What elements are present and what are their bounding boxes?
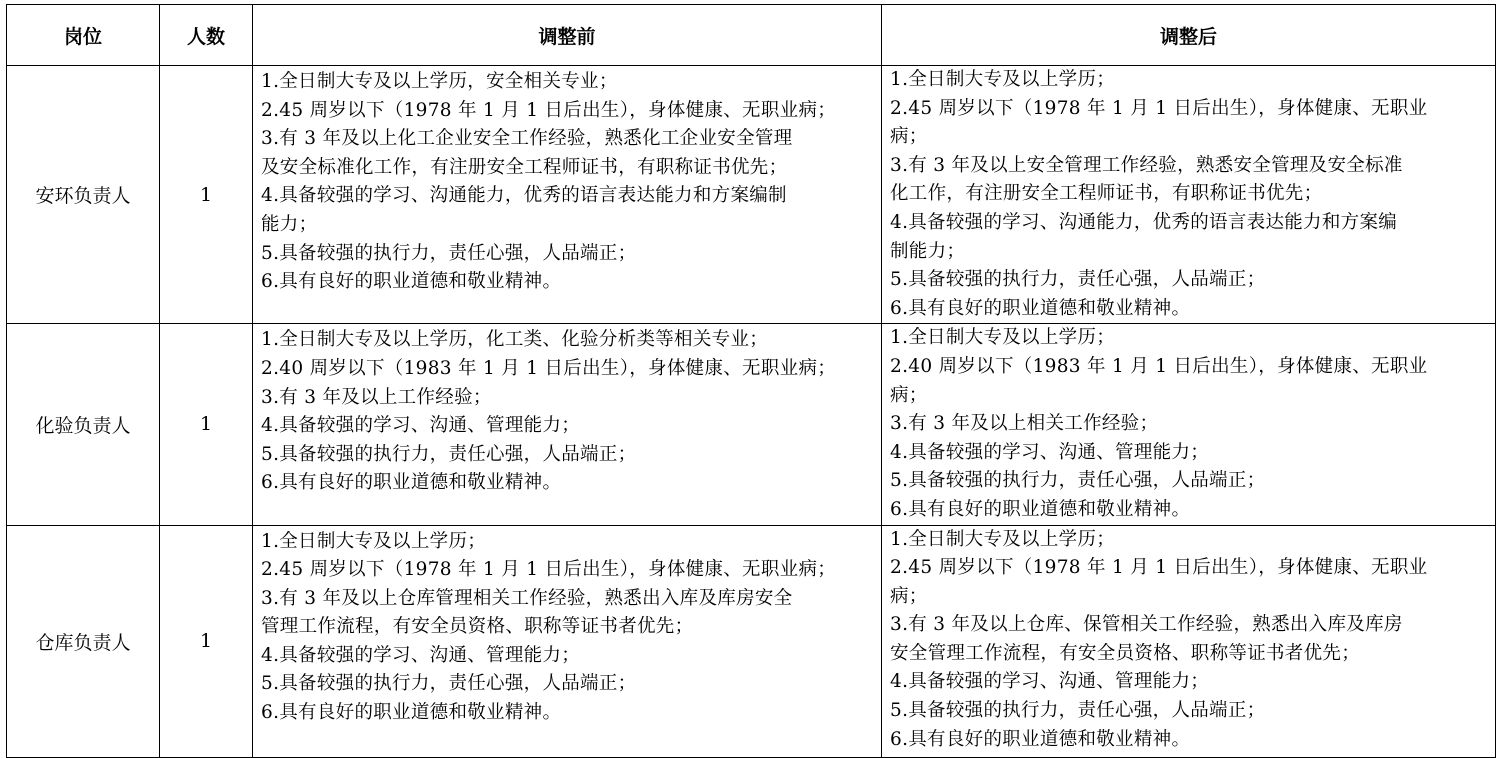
requirement-line: 3.有 3 年及以上化工企业安全工作经验，熟悉化工企业安全管理 <box>261 128 793 150</box>
count-cell: 1 <box>160 525 253 757</box>
requirement-line: 3.有 3 年及以上仓库、保管相关工作经验，熟悉出入库及库房 <box>890 614 1403 636</box>
requirement-line: 3.有 3 年及以上仓库管理相关工作经验，熟悉出入库及库房安全 <box>261 587 793 609</box>
position-cell: 安环负责人 <box>7 66 160 324</box>
requirement-line: 4.具备较强的学习、沟通能力，优秀的语言表达能力和方案编制 <box>261 185 787 207</box>
requirement-line: 1.全日制大专及以上学历； <box>890 528 1116 550</box>
requirement-line: 5.具备较强的执行力，责任心强，人品端正； <box>890 700 1266 722</box>
requirement-line: 1.全日制大专及以上学历； <box>890 327 1116 349</box>
requirement-line: 4.具备较强的学习、沟通、管理能力； <box>261 644 581 666</box>
requirement-line: 管理工作流程，有安全员资格、职称等证书者优先； <box>261 616 694 638</box>
requirement-line: 病； <box>890 126 928 148</box>
requirement-line: 2.40 周岁以下（1983 年 1 月 1 日后出生），身体健康、无职业 <box>890 355 1428 377</box>
header-position: 岗位 <box>7 5 160 66</box>
requirement-line: 1.全日制大专及以上学历，安全相关专业； <box>261 71 618 92</box>
requirement-line: 6.具有良好的职业道德和敬业精神。 <box>890 297 1191 319</box>
requirement-line: 4.具备较强的学习、沟通、管理能力； <box>890 441 1210 463</box>
requirement-line: 病； <box>890 585 928 607</box>
header-before: 调整前 <box>253 5 882 66</box>
requirement-line: 2.45 周岁以下（1978 年 1 月 1 日后出生），身体健康、无职业病； <box>261 99 837 121</box>
requirement-line: 3.有 3 年及以上安全管理工作经验，熟悉安全管理及安全标准 <box>890 154 1403 176</box>
requirement-line: 4.具备较强的学习、沟通、管理能力； <box>261 415 581 437</box>
requirement-line: 6.具有良好的职业道德和敬业精神。 <box>261 702 562 724</box>
requirement-line: 6.具有良好的职业道德和敬业精神。 <box>890 498 1191 520</box>
requirement-line: 6.具有良好的职业道德和敬业精神。 <box>890 728 1191 750</box>
before-requirements-cell <box>253 525 882 757</box>
requirement-line: 5.具备较强的执行力，责任心强，人品端正； <box>890 470 1266 492</box>
requirement-line: 5.具备较强的执行力，责任心强，人品端正； <box>261 673 637 695</box>
requirement-line: 能力； <box>261 213 318 235</box>
table-row <box>7 66 1496 324</box>
requirement-line: 6.具有良好的职业道德和敬业精神。 <box>261 472 562 494</box>
header-row <box>7 5 1496 66</box>
after-requirements-cell <box>882 525 1496 757</box>
requirement-line: 安全管理工作流程，有安全员资格、职称等证书者优先； <box>890 642 1361 664</box>
requirement-line: 3.有 3 年及以上相关工作经验； <box>890 413 1159 435</box>
requirement-line: 4.具备较强的学习、沟通、管理能力； <box>890 671 1210 693</box>
requirement-line: 制能力； <box>890 240 966 262</box>
requirement-line: 6.具有良好的职业道德和敬业精神。 <box>261 271 562 293</box>
requirement-line: 2.45 周岁以下（1978 年 1 月 1 日后出生），身体健康、无职业 <box>890 557 1428 579</box>
table-body <box>7 66 1496 758</box>
count-cell: 1 <box>160 324 253 525</box>
requirement-line: 5.具备较强的执行力，责任心强，人品端正； <box>261 242 637 264</box>
table-row <box>7 324 1496 525</box>
requirement-line: 病； <box>890 384 928 406</box>
after-requirements-cell <box>882 66 1496 324</box>
table-row <box>7 525 1496 757</box>
before-requirements-cell <box>253 66 882 324</box>
header-count: 人数 <box>160 5 253 66</box>
requirement-line: 4.具备较强的学习、沟通能力，优秀的语言表达能力和方案编 <box>890 211 1398 233</box>
requirement-line: 2.45 周岁以下（1978 年 1 月 1 日后出生），身体健康、无职业病； <box>261 559 837 581</box>
requirement-line: 3.有 3 年及以上工作经验； <box>261 386 492 408</box>
after-requirements-cell <box>882 324 1496 525</box>
header-after: 调整后 <box>882 5 1496 66</box>
requirement-line: 1.全日制大专及以上学历； <box>261 530 487 552</box>
requirement-line: 2.45 周岁以下（1978 年 1 月 1 日后出生），身体健康、无职业 <box>890 97 1428 119</box>
requirement-line: 化工作，有注册安全工程师证书，有职称证书优先； <box>890 183 1323 205</box>
requirement-line: 2.40 周岁以下（1983 年 1 月 1 日后出生），身体健康、无职业病； <box>261 357 837 379</box>
requirement-line: 5.具备较强的执行力，责任心强，人品端正； <box>261 443 637 465</box>
count-cell: 1 <box>160 66 253 324</box>
requirements-table <box>6 4 1496 758</box>
position-cell: 化验负责人 <box>7 324 160 525</box>
requirement-line: 5.具备较强的执行力，责任心强，人品端正； <box>890 269 1266 291</box>
before-requirements-cell <box>253 324 882 525</box>
requirement-line: 1.全日制大专及以上学历，化工类、化验分析类等相关专业； <box>261 329 769 351</box>
requirement-line: 1.全日制大专及以上学历； <box>890 69 1116 90</box>
position-cell: 仓库负责人 <box>7 525 160 757</box>
requirement-line: 及安全标准化工作，有注册安全工程师证书，有职称证书优先； <box>261 156 788 178</box>
